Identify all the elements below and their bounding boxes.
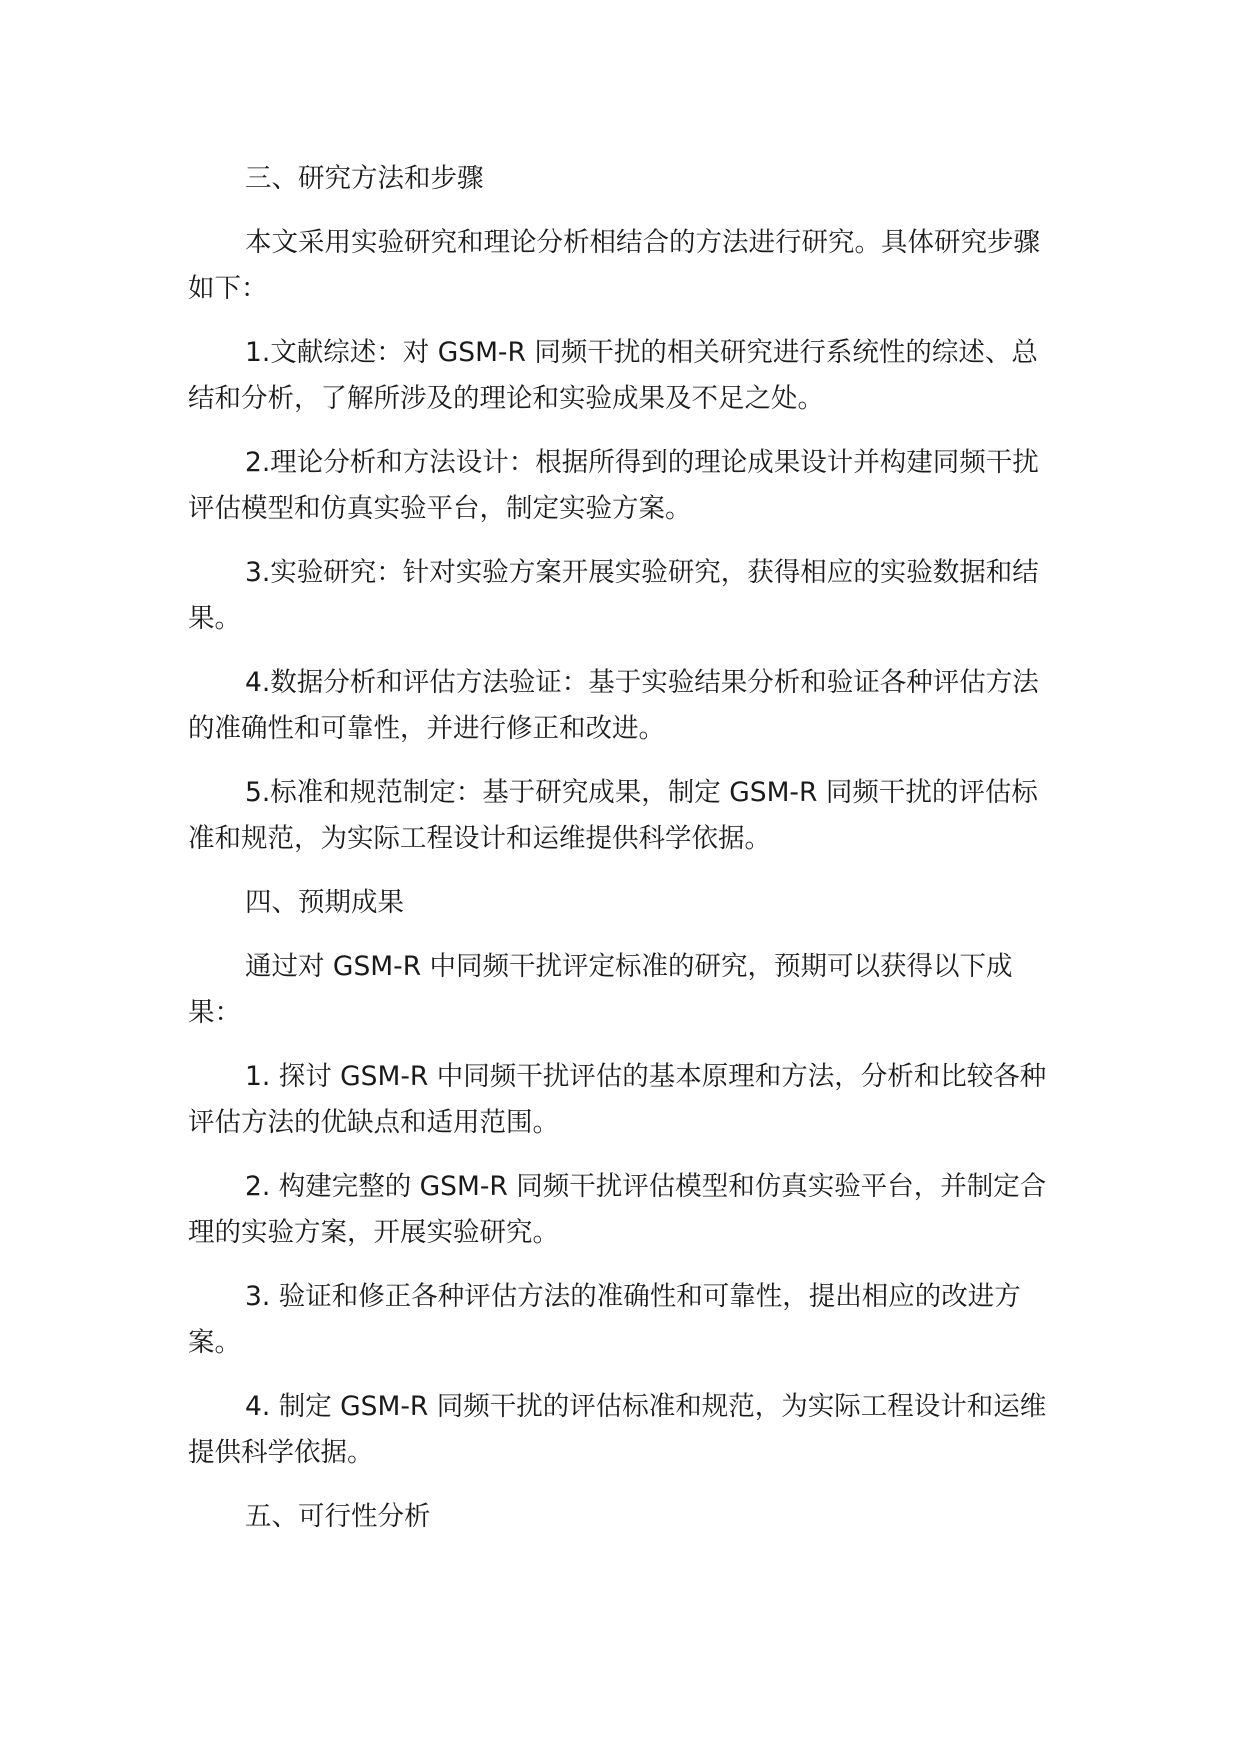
paragraph-result-4: 4. 制定 GSM-R 同频干扰的评估标准和规范，为实际工程设计和运维提供科学依据。 <box>188 1391 1047 1468</box>
document-body <box>188 156 1060 1540</box>
paragraph-step-4: 4.数据分析和评估方法验证：基于实验结果分析和验证各种评估方法的准确性和可靠性，并进行修正和改进。 <box>188 667 1039 744</box>
paragraph-step-2: 2.理论分析和方法设计：根据所得到的理论成果设计并构建同频干扰评估模型和仿真实验平台，制定实验方案。 <box>188 447 1039 524</box>
paragraph-intro: 本文采用实验研究和理论分析相结合的方法进行研究。具体研究步骤如下： <box>188 227 1040 304</box>
paragraph-step-5: 5.标准和规范制定：基于研究成果，制定 GSM-R 同频干扰的评估标准和规范，为实际工程设计和运维提供科学依据。 <box>188 777 1038 854</box>
paragraph-result-1: 1. 探讨 GSM-R 中同频干扰评估的基本原理和方法，分析和比较各种评估方法的优缺点和适用范围。 <box>188 1061 1047 1138</box>
paragraph-step-3: 3.实验研究：针对实验方案开展实验研究，获得相应的实验数据和结果。 <box>188 557 1039 634</box>
paragraph-results-intro: 通过对 GSM-R 中同频干扰评定标准的研究，预期可以获得以下成果： <box>188 951 1013 1028</box>
paragraph-result-3: 3. 验证和修正各种评估方法的准确性和可靠性，提出相应的改进方案。 <box>188 1281 1021 1358</box>
section-heading-expected-results: 四、预期成果 <box>245 887 404 918</box>
paragraph-step-1: 1.文献综述：对 GSM-R 同频干扰的相关研究进行系统性的综述、总结和分析，了解所涉及的理论和实验成果及不足之处。 <box>188 337 1038 414</box>
section-heading-methods: 三、研究方法和步骤 <box>245 163 484 194</box>
section-heading-feasibility: 五、可行性分析 <box>245 1501 431 1532</box>
paragraph-result-2: 2. 构建完整的 GSM-R 同频干扰评估模型和仿真实验平台，并制定合理的实验方案，开展实验研究。 <box>188 1171 1047 1248</box>
